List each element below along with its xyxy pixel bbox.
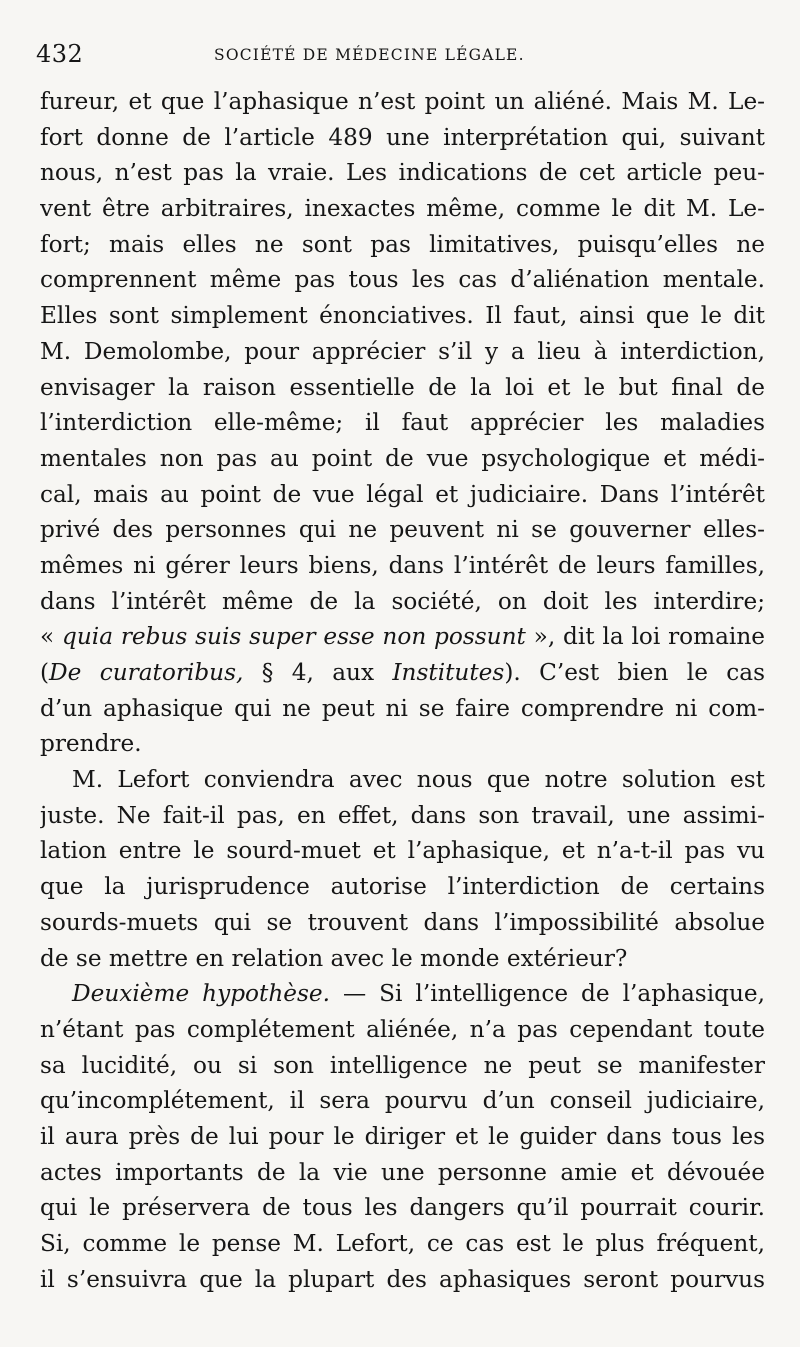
text-run: fort donne de l’article 489 une interprétation qui, suivant <box>40 123 765 151</box>
text-run: ( <box>40 659 50 686</box>
text-line <box>40 1226 765 1262</box>
text-line <box>40 227 765 263</box>
text-run: § 4, aux <box>243 659 393 686</box>
text-line <box>40 334 765 370</box>
text-run: l’interdiction elle-même; il faut apprécier les maladies <box>40 409 765 437</box>
text-line <box>40 833 765 869</box>
text-line <box>40 976 765 1012</box>
text-run: envisager la raison essentielle de la loi et le but final de <box>40 373 765 401</box>
text-run: comprennent même pas tous les cas d’aliénation mentale. <box>40 266 765 294</box>
text-run: mêmes ni gérer leurs biens, dans l’intérêt de leurs familles, <box>40 551 765 579</box>
text-run: privé des personnes qui ne peuvent ni se gouverner elles- <box>40 516 765 544</box>
text-line <box>40 405 765 441</box>
text-run: Elles sont simplement énonciatives. Il faut, ainsi que le dit <box>40 302 765 330</box>
text-line <box>40 298 765 334</box>
text-line <box>40 1190 765 1226</box>
text-run: Si, comme le pense M. Lefort, ce cas est le plus fréquent, <box>40 1230 765 1257</box>
text-run: il aura près de lui pour le diriger et le guider dans tous les <box>40 1122 765 1150</box>
text-line <box>40 619 765 655</box>
text-run: n’étant pas complétement aliénée, n’a pas cependant toute <box>40 1015 765 1043</box>
italic-text: quia rebus suis super esse non possunt <box>62 623 526 651</box>
text-line <box>40 84 765 120</box>
page-header <box>36 40 766 76</box>
text-line <box>40 191 765 227</box>
text-line <box>40 262 765 298</box>
text-run: fureur, et que l’aphasique n’est point un aliéné. Mais M. Le- <box>40 88 765 115</box>
text-run: prendre. <box>40 730 142 758</box>
text-run: M. Lefort conviendra avec nous que notre solution est <box>72 766 765 794</box>
text-run: cal, mais au point de vue légal et judiciaire. Dans l’intérêt <box>40 480 765 508</box>
text-line <box>40 869 765 905</box>
text-line <box>40 1155 765 1191</box>
text-line <box>40 1012 765 1048</box>
text-run: de se mettre en relation avec le monde extérieur? <box>40 944 628 972</box>
text-line <box>40 477 765 513</box>
text-run: », dit la loi romaine <box>525 623 765 651</box>
text-run: qu’incomplétement, il sera pourvu d’un conseil judiciaire, <box>40 1087 765 1115</box>
text-run: sa lucidité, ou si son intelligence ne peut se manifester <box>40 1051 765 1079</box>
text-run: nous, n’est pas la vraie. Les indications de cet article peu- <box>40 159 765 187</box>
text-line <box>40 1262 765 1298</box>
text-line <box>40 370 765 406</box>
text-line <box>40 441 765 477</box>
running-head: SOCIÉTÉ DE MÉDECINE LÉGALE. <box>214 46 525 64</box>
text-line <box>40 1048 765 1084</box>
italic-text: Deuxième hypothèse. <box>72 980 330 1008</box>
text-run: d’un aphasique qui ne peut ni se faire comprendre ni com- <box>40 694 765 722</box>
text-line <box>40 1083 765 1119</box>
italic-text: Institutes <box>392 659 505 686</box>
text-line <box>40 941 765 977</box>
text-line <box>40 691 765 727</box>
text-line <box>40 726 765 762</box>
page-number: 432 <box>36 40 84 68</box>
text-run: il s’ensuivra que la plupart des aphasiques seront pourvus <box>40 1265 765 1293</box>
text-run: lation entre le sourd-muet et l’aphasique, et n’a-t-il pas vu <box>40 837 765 865</box>
text-run: que la jurisprudence autorise l’interdiction de certains <box>40 873 765 901</box>
text-run: juste. Ne fait-il pas, en effet, dans son travail, une assimi- <box>40 801 765 829</box>
italic-text: De curatoribus, <box>49 659 244 686</box>
text-line <box>40 905 765 941</box>
text-run: dans l’intérêt même de la société, on doit les interdire; <box>40 587 765 615</box>
text-line <box>40 584 765 620</box>
text-run: sourds-muets qui se trouvent dans l’impossibilité absolue <box>40 908 765 936</box>
text-run: fort; mais elles ne sont pas limitatives, puisqu’elles ne <box>40 230 765 258</box>
text-run: — Si l’intelligence de l’aphasique, <box>329 980 765 1008</box>
text-run: « <box>40 623 62 651</box>
text-run: ). C’est bien le cas <box>504 659 765 686</box>
text-line <box>40 120 765 156</box>
text-run: actes importants de la vie une personne amie et dévouée <box>40 1158 765 1186</box>
text-line <box>40 655 765 691</box>
text-run: vent être arbitraires, inexactes même, comme le dit M. Le- <box>40 195 765 223</box>
text-line <box>40 512 765 548</box>
text-line <box>40 548 765 584</box>
text-run: M. Demolombe, pour apprécier s’il y a lieu à interdiction, <box>40 337 765 365</box>
text-line <box>40 798 765 834</box>
body-text <box>40 84 765 1297</box>
text-line <box>40 1119 765 1155</box>
text-run: mentales non pas au point de vue psychologique et médi- <box>40 444 765 472</box>
text-line <box>40 762 765 798</box>
text-run: qui le préservera de tous les dangers qu’il pourrait courir. <box>40 1194 765 1222</box>
text-line <box>40 155 765 191</box>
